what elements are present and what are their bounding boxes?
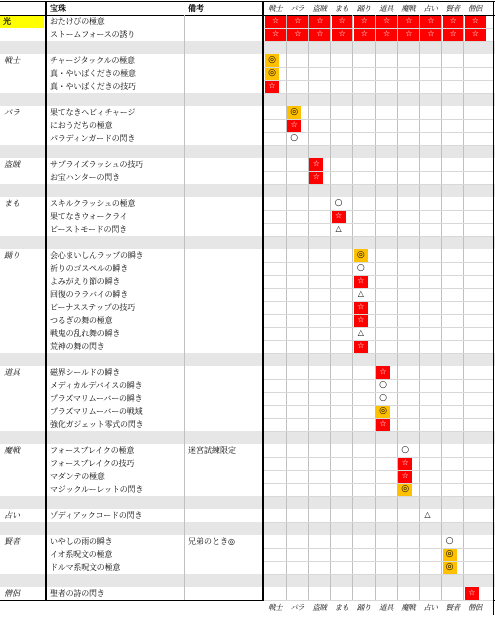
row-divider [264,522,493,523]
footer-job-row [0,601,495,614]
rating-double-mark: ◎ [376,405,390,418]
job-column-divider [330,15,331,600]
job-footer-4: 踊り [356,603,371,612]
job-header-4: 踊り [356,4,371,13]
row-divider [264,405,493,406]
table-row [0,15,495,28]
row-divider [264,418,493,419]
category-label: 賢者 [4,537,20,546]
top-border [0,1,495,2]
rating-star-mark: ☆ [287,28,308,41]
orb-name: 真・やいばくだきの技巧 [50,82,136,91]
orb-name: よみがえり節の瞬き [50,277,121,286]
group-separator [0,431,495,444]
rating-star-mark: ☆ [309,158,323,171]
table-row [0,301,495,314]
row-divider [264,288,493,289]
table-row [0,405,495,418]
rating-star-mark: ☆ [287,15,308,28]
table-row [0,483,495,496]
row-divider [264,496,493,497]
row-divider [264,275,493,276]
rating-star-mark: ☆ [354,340,368,353]
orb-name: マジックルーレットの閃き [50,485,144,494]
table-row [0,470,495,483]
rating-star-mark: ☆ [354,28,375,41]
category-label: 僧侶 [4,589,20,598]
orb-name: ビーナスステップの技巧 [50,303,135,312]
row-divider [264,184,493,185]
job-header-5: 道具 [379,4,393,13]
job-column-divider [308,15,309,600]
table-row [0,171,495,184]
orb-name: 戦鬼の乱れ舞の瞬き [50,329,121,338]
group-separator [0,93,495,106]
rating-star-mark: ☆ [465,28,486,41]
job-footer-0: 戦士 [268,603,282,612]
row-divider [264,119,493,120]
group-separator [0,496,495,509]
orb-name: ゾディアックコードの閃き [50,511,143,520]
row-divider [264,392,493,393]
job-header-3: まも [334,4,349,13]
table-row [0,249,495,262]
orb-name: お宝ハンターの閃き [50,173,120,182]
row-divider [264,340,493,341]
row-divider [264,80,493,81]
bottom-border [0,600,495,601]
rating-double-mark: ◎ [287,106,301,119]
table-row [0,119,495,132]
table-row [0,379,495,392]
job-column-divider [419,15,420,600]
job-footer-6: 魔戦 [401,603,416,612]
table-row [0,509,495,522]
header-bottom-border [0,15,495,16]
orb-note: 兄弟のとき◎ [188,537,235,546]
job-header-1: パラ [290,4,305,13]
job-footer-8: 賢者 [445,603,460,612]
item-column-left-border [45,1,47,601]
orb-name: パラディンガードの閃き [50,134,136,143]
orb-name: フォースブレイクの技巧 [50,459,135,468]
rating-circle-mark: ○ [379,393,387,403]
row-divider [264,210,493,211]
table-row [0,561,495,574]
rating-star-mark: ☆ [354,301,368,314]
category-label: パラ [4,108,20,117]
group-separator [0,522,495,535]
row-divider [264,470,493,471]
job-column-divider [286,15,287,600]
table-row [0,314,495,327]
table-row [0,444,495,457]
rating-star-mark: ☆ [309,15,330,28]
rating-double-mark: ◎ [354,249,368,262]
table-row [0,132,495,145]
column-header-item: 宝珠 [50,4,66,13]
orb-name: ストームフォースの誘り [50,30,135,39]
group-separator [0,184,495,197]
row-divider [264,431,493,432]
row-divider [264,145,493,146]
rating-double-mark: ◎ [443,561,457,574]
row-divider [264,301,493,302]
row-divider [264,600,493,601]
orb-name: スキルクラッシュの極意 [50,199,136,208]
rating-circle-mark: ○ [401,445,410,455]
row-divider [264,457,493,458]
orb-name: 強化ガジェット零式の閃き [50,420,144,429]
rating-star-mark: ☆ [332,28,353,41]
rating-triangle-mark: △ [335,224,342,233]
job-footer-7: 占い [423,603,438,612]
rating-circle-mark: ○ [379,380,387,390]
job-footer-1: パラ [290,603,305,612]
rating-star-mark: ☆ [265,80,279,93]
rating-star-mark: ☆ [332,15,353,28]
row-divider [264,223,493,224]
orb-name: イオ系呪文の極意 [50,550,113,559]
rating-circle-mark: ○ [356,263,365,273]
rating-star-mark: ☆ [398,15,419,28]
category-label: 占い [4,511,20,520]
rating-star-mark: ☆ [398,457,412,470]
orb-name: 磁界シールドの瞬き [50,368,121,377]
job-footer-9: 僧侶 [467,603,482,612]
job-footer-2: 盗賊 [312,603,327,612]
job-column-divider [397,15,398,600]
category-label: 盗賊 [4,160,20,169]
row-divider [264,171,493,172]
table-row [0,158,495,171]
table-row [0,392,495,405]
job-header-7: 占い [423,4,438,13]
rating-circle-mark: ○ [334,198,343,208]
table-row [0,327,495,340]
orb-name: いやしの雨の瞬き [50,537,113,546]
table-row [0,106,495,119]
rating-star-mark: ☆ [398,28,419,41]
table-row [0,262,495,275]
job-header-2: 盗賊 [312,4,327,13]
row-divider [264,353,493,354]
rating-circle-mark: ○ [290,133,299,143]
orb-name: におうだちの極意 [50,121,113,130]
rating-star-mark: ☆ [332,210,346,223]
row-divider [264,236,493,237]
rating-circle-mark: ○ [445,536,454,546]
table-row [0,535,495,548]
rating-star-mark: ☆ [465,15,486,28]
table-row [0,548,495,561]
orb-name: サプライズラッシュの技巧 [50,160,143,169]
orb-name: おたけびの極意 [50,17,105,26]
rating-star-mark: ☆ [354,314,368,327]
row-divider [264,548,493,549]
orb-name: 真・やいばくだきの極意 [50,69,136,78]
group-separator [0,574,495,587]
job-footer-3: まも [334,603,349,612]
row-divider [264,483,493,484]
rating-star-mark: ☆ [376,15,397,28]
table-row [0,340,495,353]
row-divider [264,327,493,328]
orb-name: プラズマリムーバーの戦域 [50,407,143,416]
rating-double-mark: ◎ [443,548,457,561]
orb-name: 祈りのゴスペルの瞬き [50,264,128,273]
job-column-divider [463,15,464,600]
group-separator [0,145,495,158]
table-row [0,223,495,236]
table-row [0,54,495,67]
table-row [0,366,495,379]
rating-star-mark: ☆ [376,366,390,379]
category-label: 光 [0,15,44,28]
orb-name: つるぎの舞の極意 [50,316,113,325]
job-header-6: 魔戦 [401,4,416,13]
rating-star-mark: ☆ [465,587,479,600]
row-divider [264,379,493,380]
job-column-divider [352,15,353,600]
rating-triangle-mark: △ [424,510,431,519]
table-row [0,210,495,223]
orb-name: ドルマ系呪文の極意 [50,563,121,572]
row-divider [264,262,493,263]
row-divider [264,132,493,133]
group-separator [0,41,495,54]
note-column-border [184,15,185,600]
rating-star-mark: ☆ [420,28,441,41]
orb-name: 荒神の舞の閃き [50,342,105,351]
job-area-left-border [262,1,264,601]
table-row [0,457,495,470]
table-row [0,28,495,41]
rating-star-mark: ☆ [309,171,323,184]
group-separator [0,353,495,366]
row-divider [264,574,493,575]
rating-star-mark: ☆ [354,275,368,288]
row-divider [264,41,493,42]
rating-star-mark: ☆ [309,28,330,41]
orb-name: 聖者の詩の閃き [50,589,105,598]
job-footer-5: 道具 [379,603,393,612]
orb-note: 迷宮試練限定 [188,446,236,455]
table-row [0,587,495,600]
orb-name: チャージタックルの極意 [50,56,135,65]
table-row [0,197,495,210]
row-divider [264,67,493,68]
orb-name: 果てなきヘビィチャージ [50,108,136,117]
rating-double-mark: ◎ [265,54,279,67]
category-label: 戦士 [4,56,20,65]
row-divider [264,28,493,29]
orb-name: 回復のララバイの瞬き [50,290,128,299]
table-row [0,275,495,288]
table-row [0,288,495,301]
rating-star-mark: ☆ [354,15,375,28]
category-label: まも [4,199,20,208]
rating-star-mark: ☆ [265,28,286,41]
orb-name: フォースブレイクの極意 [50,446,135,455]
group-separator [0,236,495,249]
category-label: 魔戦 [4,446,20,455]
column-header-note: 備考 [188,4,204,13]
rating-triangle-mark: △ [357,328,364,337]
orb-name: マダンテの極意 [50,472,105,481]
rating-star-mark: ☆ [376,28,397,41]
row-divider [264,561,493,562]
row-divider [264,314,493,315]
rating-star-mark: ☆ [376,418,390,431]
job-header-0: 戦士 [268,4,282,13]
job-header-8: 賢者 [445,4,460,13]
table-row [0,80,495,93]
rating-star-mark: ☆ [443,15,464,28]
rating-star-mark: ☆ [265,15,286,28]
orb-name: メディカルデバイスの瞬き [50,381,143,390]
right-border [493,1,494,615]
orb-name: 会心まいしんラップの瞬き [50,251,144,260]
category-label: 道具 [4,368,20,377]
row-divider [264,93,493,94]
rating-star-mark: ☆ [287,119,301,132]
job-column-divider [441,15,442,600]
rating-triangle-mark: △ [357,289,364,298]
rating-star-mark: ☆ [420,15,441,28]
job-column-divider [375,15,376,600]
category-label: 踊り [4,251,20,260]
table-row [0,418,495,431]
job-header-9: 僧侶 [467,4,482,13]
orb-name: ビーストモードの閃き [50,225,127,234]
orb-name: 果てなきウォークライ [50,212,128,221]
rating-star-mark: ☆ [398,470,412,483]
rating-double-mark: ◎ [398,483,412,496]
table-row [0,67,495,80]
header-row [0,2,495,15]
rating-star-mark: ☆ [443,28,464,41]
orb-name: プラズマリムーバーの瞬き [50,394,143,403]
rating-double-mark: ◎ [265,67,279,80]
